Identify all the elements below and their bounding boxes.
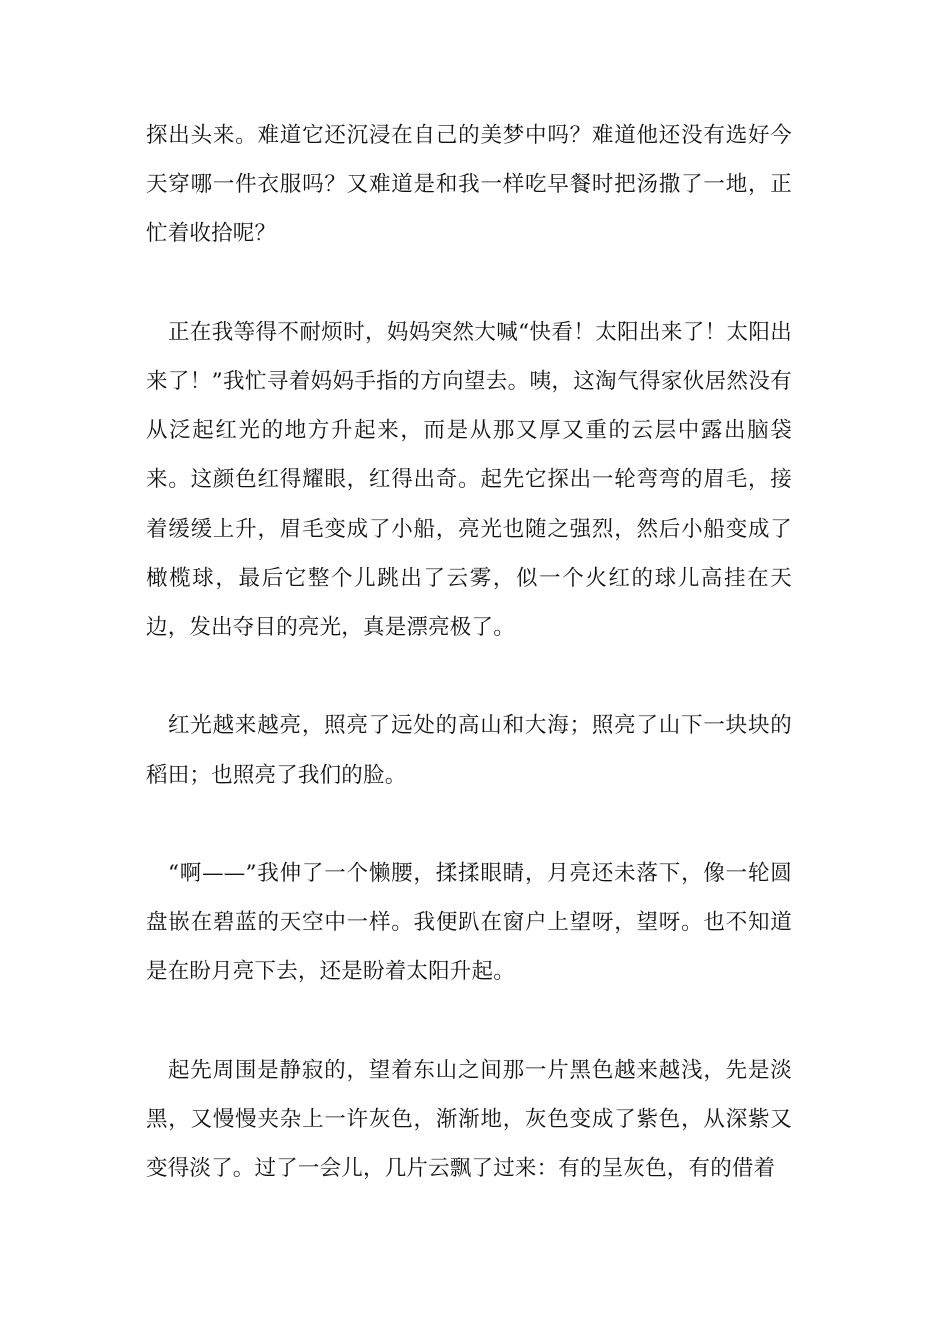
paragraph-5: 起先周围是静寂的，望着东山之间那一片黑色越来越浅，先是淡黑，又慢慢夹杂上一许灰色，渐渐地，灰色变成了紫色，从深紫又变得淡了。过了一会儿，几片云飘了过来：有的呈灰色，有的借着 <box>146 1057 792 1182</box>
document-body <box>146 111 792 1193</box>
paragraph-spacer <box>146 997 792 1046</box>
paragraph-spacer <box>146 800 792 849</box>
paragraph-spacer <box>146 259 792 308</box>
paragraph-spacer <box>146 652 792 701</box>
paragraph-3: 红光越来越亮，照亮了远处的高山和大海；照亮了山下一块块的稻田；也照亮了我们的脸。 <box>146 713 792 788</box>
paragraph-4: “啊——”我伸了一个懒腰，揉揉眼睛，月亮还未落下，像一轮圆盘嵌在碧蓝的天空中一样。我便趴在窗户上望呀，望呀。也不知道是在盼月亮下去，还是盼着太阳升起。 <box>146 861 792 985</box>
paragraph-2: 正在我等得不耐烦时，妈妈突然大喊“快看！太阳出来了！太阳出来了！”我忙寻着妈妈手指的方向望去。咦，这淘气得家伙居然没有从泛起红光的地方升起来，而是从那又厚又重的云层中露出脑袋来。这颜色红得耀眼，红得出奇。起先它探出一轮弯弯的眉毛，接着缓缓上升，眉毛变成了小船，亮光也随之强烈，然后小船变成了橄榄球，最后它整个儿跳出了云雾，似一个火红的球儿高挂在天边，发出夺目的亮光，真是漂亮极了。 <box>146 319 792 641</box>
paragraph-1: 探出头来。难道它还沉浸在自己的美梦中吗？难道他还没有选好今天穿哪一件衣服吗？又难道是和我一样吃早餐时把汤撒了一地，正忙着收拾呢？ <box>146 123 792 247</box>
